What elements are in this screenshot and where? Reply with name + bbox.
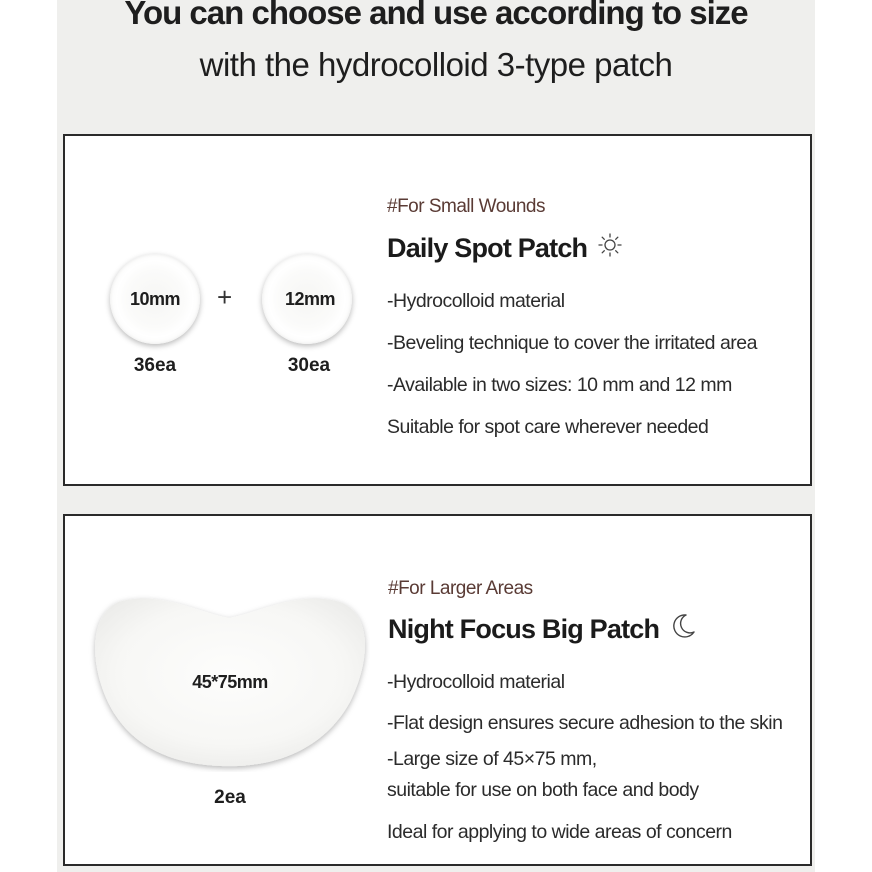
big-patch-feature: Ideal for applying to wide areas of concern [387,821,732,843]
big-patch-size-label: 45*75mm [192,672,268,692]
spot-patch-feature: -Beveling technique to cover the irritated area [387,332,757,354]
big-patch-feature: -Large size of 45×75 mm, [387,748,597,770]
sun-icon [597,232,623,265]
spot-patch-feature: Suitable for spot care wherever needed [387,416,709,438]
big-patch-feature: -Flat design ensures secure adhesion to the skin [387,712,783,734]
heading-title: You can choose and use according to size [124,0,748,31]
spot-patch-feature: -Available in two sizes: 10 mm and 12 mm [387,374,732,396]
spot-patch-size-label: 12mm [284,289,336,309]
big-patch-title [388,612,697,647]
moon-icon [669,612,697,647]
spot-patch-size-label: 10mm [129,289,181,309]
spot-patch-count: 30ea [287,355,331,376]
big-patch-feature: -Hydrocolloid material [387,671,565,693]
big-patch-title-text: Night Focus Big Patch [388,614,660,644]
spot-patch-title-text: Daily Spot Patch [387,233,588,263]
plus-sign: + [217,282,233,312]
big-patch-feature: suitable for use on both face and body [387,779,699,801]
spot-patch-feature: -Hydrocolloid material [387,290,565,312]
spot-patch-tag: #For Small Wounds [387,196,545,217]
spot-patch-count: 36ea [133,355,177,376]
big-patch-count: 2ea [214,787,246,808]
spot-patch-title [387,232,623,265]
big-patch-tag: #For Larger Areas [388,578,533,599]
heading-subtitle: with the hydrocolloid 3-type patch [199,46,673,83]
